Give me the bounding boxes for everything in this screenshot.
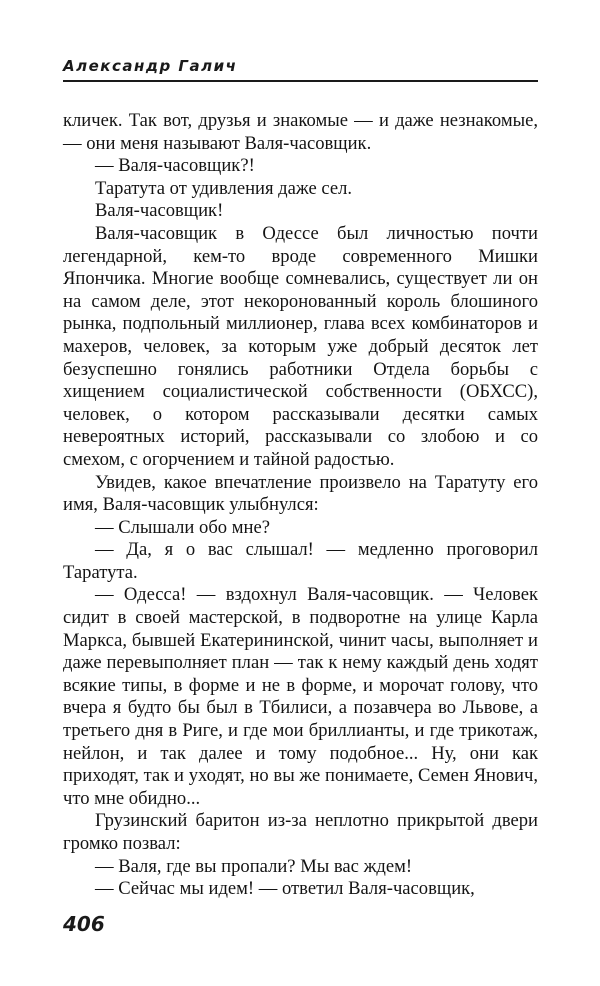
page-number: 406: [63, 912, 105, 936]
paragraph: — Валя-часовщик?!: [95, 155, 255, 177]
header-rule: [63, 80, 538, 82]
paragraph: Таратута от удивления даже сел.: [95, 177, 353, 199]
paragraph: Грузинский баритон из-за неплотно прикрытой двери громко позвал:: [63, 810, 538, 854]
paragraph: — Одесса! — вздохнул Валя-часовщик. — Человек сидит в своей мастерской, в подворотне на улице Карла Маркса, бывшей Екатерининской, чинит часы, выполняет и даже перевыполняет план — так к нему каждый день ходят всякие типы, в форме и не в форме, и морочат голову, что вчера я будто бы был в Тбилиси, а позавчера во Львове, а третьего дня в Риге, и где мои бриллианты, и где трикотаж, нейлон, и так далее и тому подобное... Ну, они как приходят, так и уходят, но вы же понимаете, Семен Янович, что мне обидно...: [63, 584, 538, 809]
paragraph: — Слышали обо мне?: [95, 516, 270, 538]
paragraph: Увидев, какое впечатление произвело на Таратуту его имя, Валя-часовщик улыбнулся:: [63, 471, 538, 516]
paragraph: Валя-часовщик!: [95, 200, 224, 222]
paragraph: Валя-часовщик в Одессе был личностью почти легендарной, кем-то вроде современного Мишки Япончика. Многие вообще сомневались, существует ли он на самом деле, этот некоронованный король блошиного рынка, подпольный миллионер, глава всех комбинаторов и махеров, человек, за которым уже добрый десяток лет безуспешно гонялись работники Отдела борьбы с хищением социалистической собственности (ОБХСС), человек, о котором рассказывали десятки самых невероятных историй, рассказывали со злобою и со смехом, с огорчением и тайной радостью.: [63, 222, 538, 470]
paragraph: — Валя, где вы пропали? Мы вас ждем!: [95, 855, 413, 877]
running-head-author: Александр Галич: [63, 57, 238, 75]
paragraph: — Да, я о вас слышал! — медленно проговорил Таратута.: [63, 539, 538, 583]
paragraph: кличек. Так вот, друзья и знакомые — и даже незнакомые, — они меня называют Валя-часовщик.: [63, 110, 538, 154]
paragraph: — Сейчас мы идем! — ответил Валя-часовщик,: [95, 878, 475, 900]
body-text: [63, 110, 538, 901]
